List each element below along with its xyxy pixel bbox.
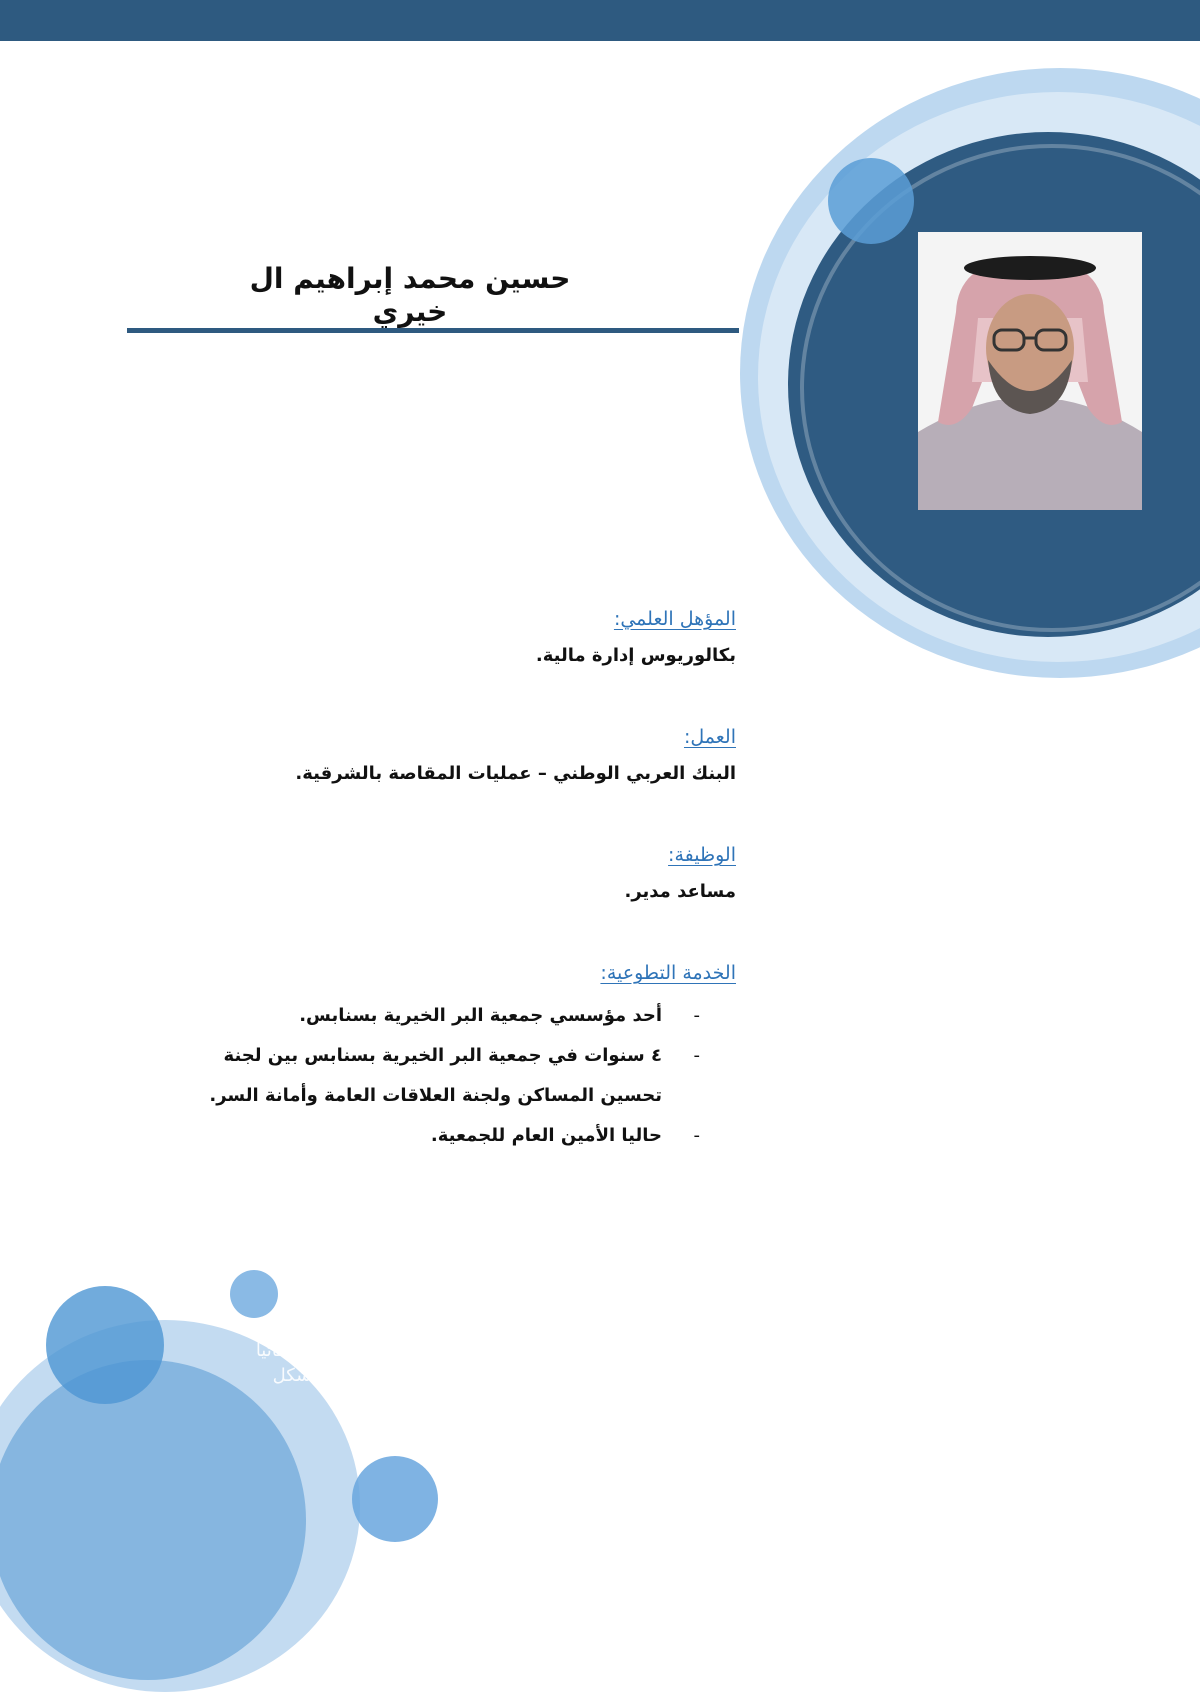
- list-item-text: ٤ سنوات في جمعية البر الخيرية بسنابس بين لجنة تحسين المساكن ولجنة العلاقات العامة وأمانة السر.: [209, 1045, 662, 1106]
- decor-bubble-top: [828, 158, 914, 244]
- profile-photo: [918, 232, 1142, 510]
- section-qualification: [180, 606, 736, 670]
- bullet-dash: -: [693, 1045, 700, 1066]
- section-heading: المؤهل العلمي:: [613, 608, 736, 630]
- decor-bubble-bottom-3: [352, 1456, 438, 1542]
- bullet-dash: -: [693, 1005, 700, 1026]
- person-name: حسين محمد إبراهيم ال خيري: [249, 262, 571, 328]
- section-body: بكالوريوس إدارة مالية.: [535, 645, 736, 666]
- section-body: البنك العربي الوطني – عمليات المقاصة بالشرقية.: [295, 763, 736, 784]
- list-item-text: حاليا الأمين العام للجمعية.: [430, 1125, 662, 1146]
- list-item-text: أحد مؤسسي جمعية البر الخيرية بسنابس.: [299, 1005, 662, 1026]
- section-job: [180, 842, 736, 906]
- section-body: مساعد مدير.: [624, 881, 736, 902]
- person-photo-icon: [918, 232, 1142, 510]
- bullet-dash: -: [693, 1125, 700, 1146]
- name-underline-rule: [127, 328, 739, 333]
- volunteer-list: [180, 996, 736, 1156]
- section-heading: الخدمة التطوعية:: [600, 962, 736, 984]
- section-work: [180, 724, 736, 788]
- decor-overlay-text: القائمة "تنسيق أسفل "اقتصاص" ضبط صورتك تلقائياً بها لوضعها بشكل: [255, 1290, 400, 1386]
- list-item: [180, 996, 736, 1036]
- section-heading: العمل:: [683, 726, 736, 748]
- section-volunteering: [180, 960, 736, 1156]
- top-header-band: [0, 0, 1200, 41]
- list-item: [180, 1036, 736, 1116]
- section-heading: الوظيفة:: [668, 844, 736, 866]
- decor-circle-bottom-inner: [0, 1360, 306, 1680]
- list-item: [180, 1116, 736, 1156]
